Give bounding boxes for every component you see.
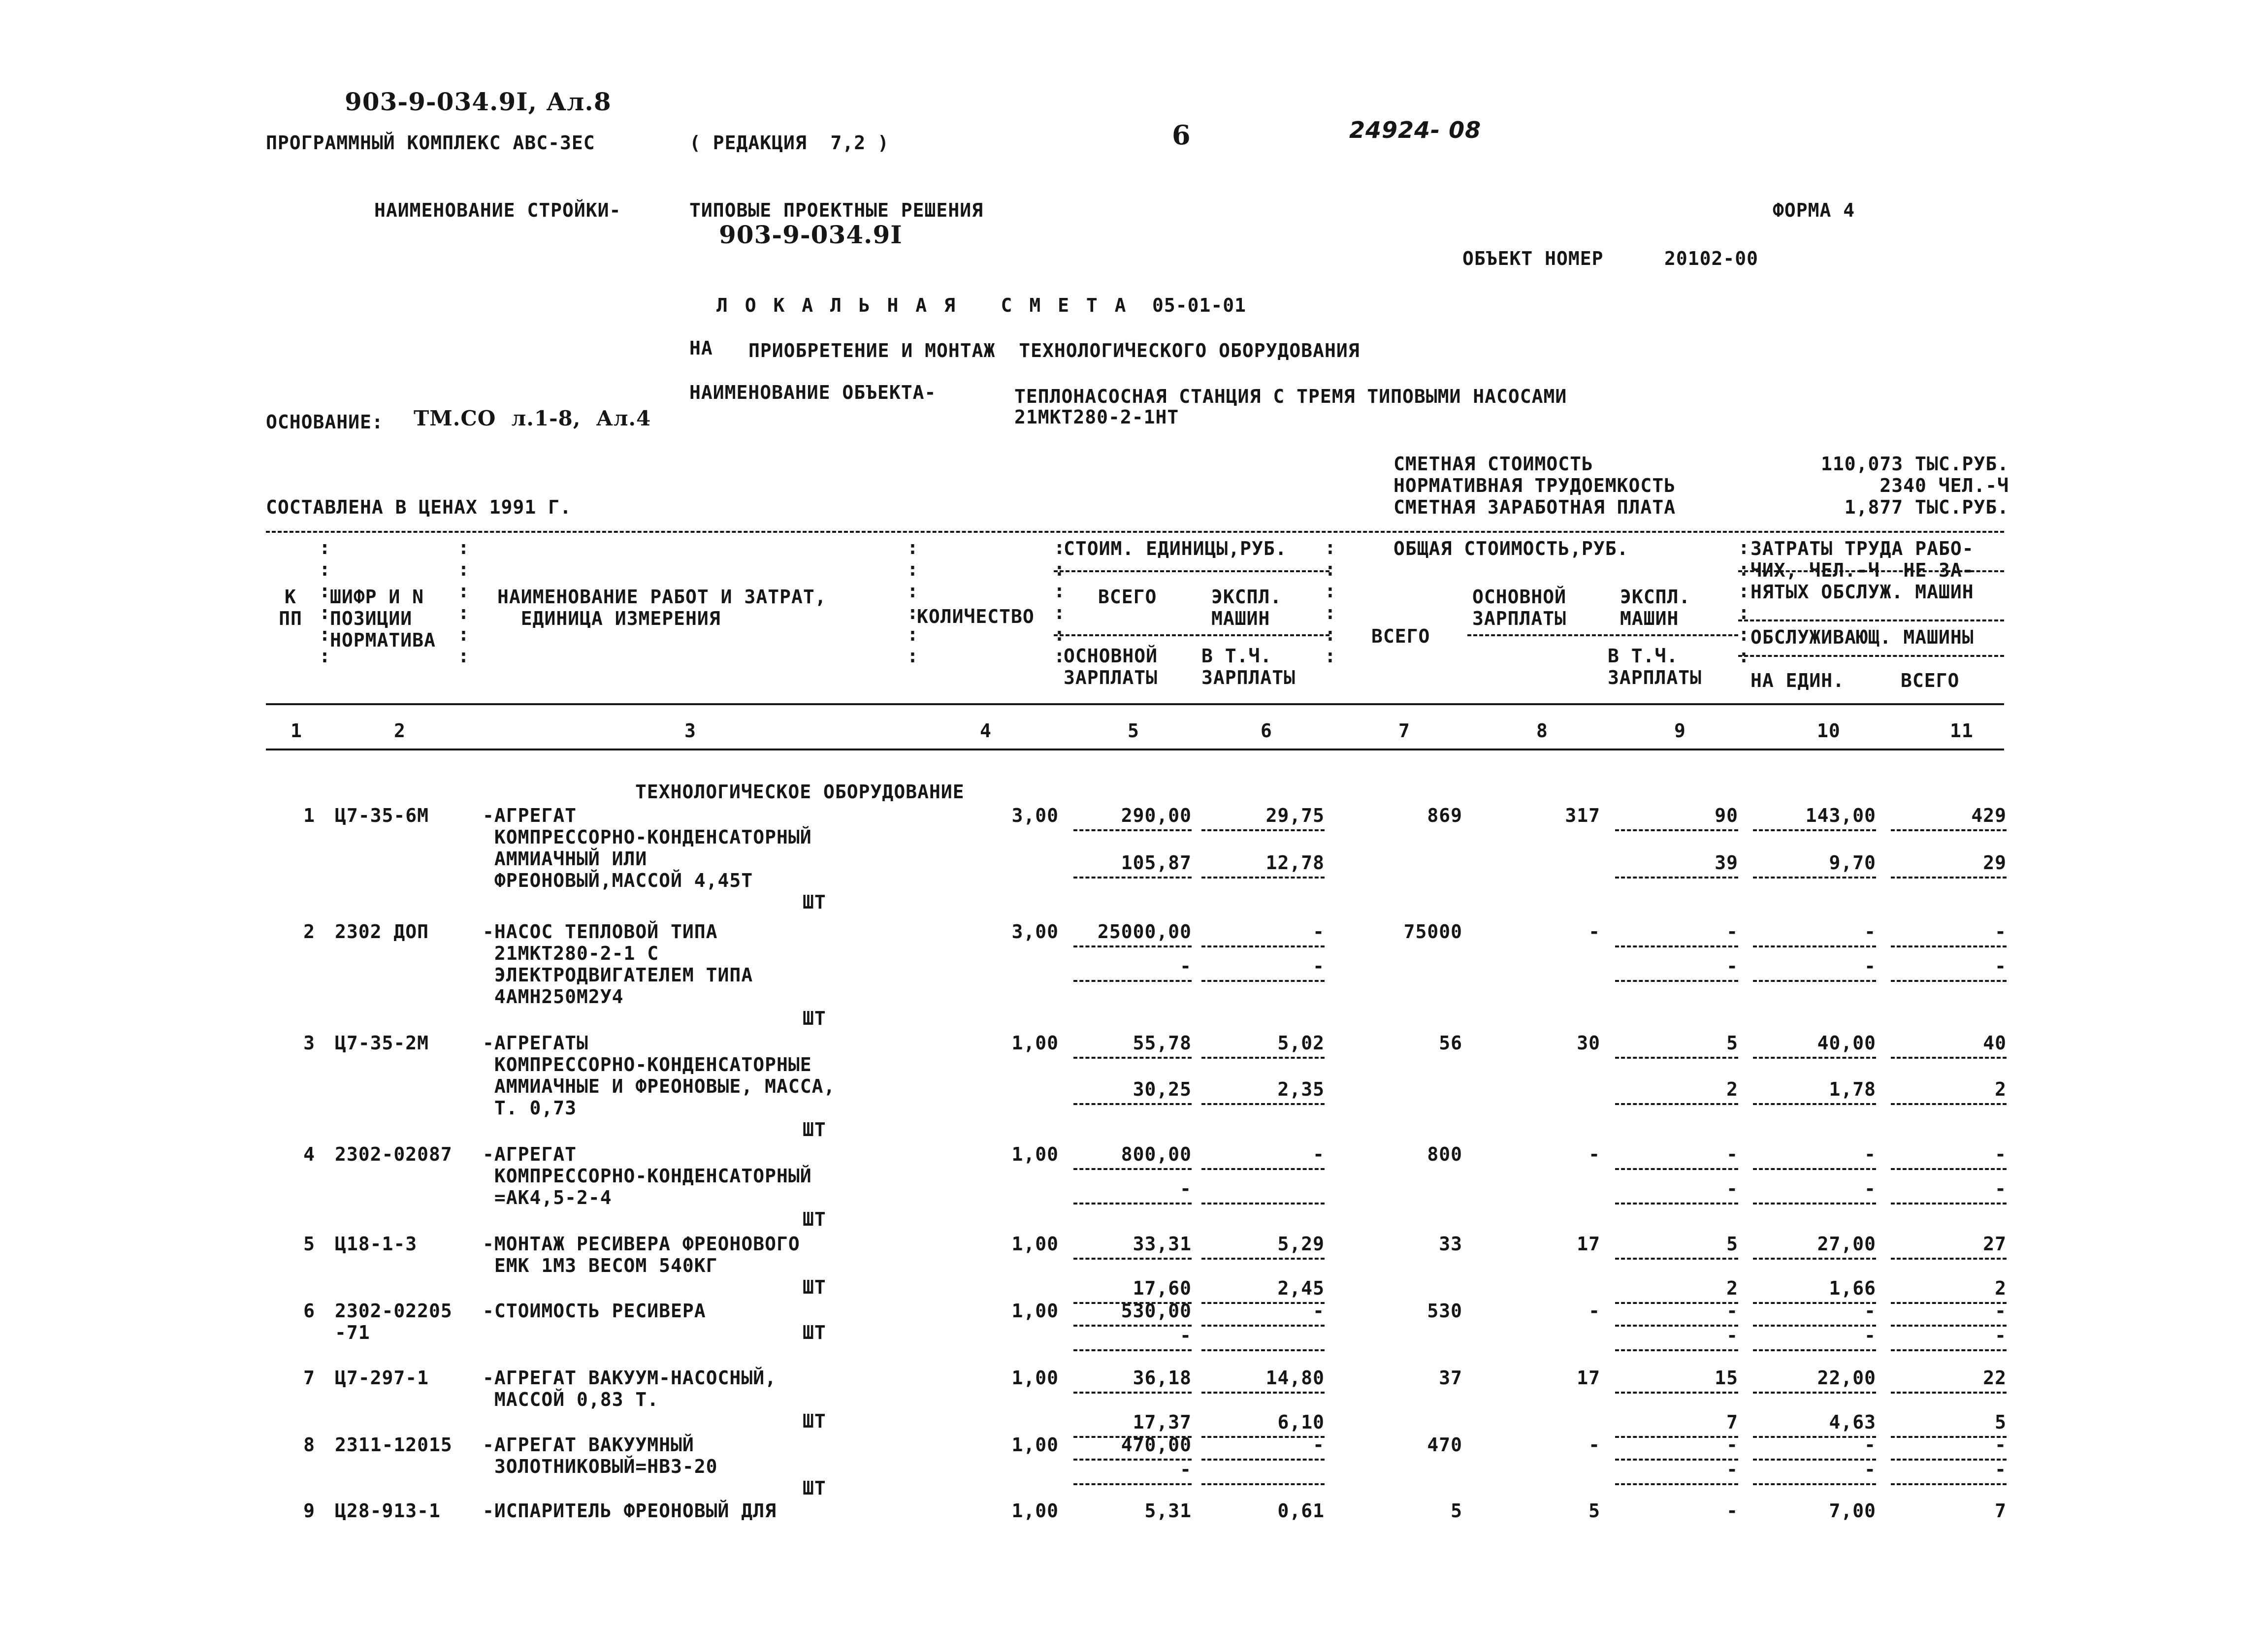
th-total-all: ВСЕГО bbox=[1371, 625, 1430, 647]
rule-labor-b bbox=[1738, 655, 2004, 657]
row-underline-2 bbox=[1615, 877, 1738, 879]
row-c10: - bbox=[1864, 1143, 1876, 1165]
row-code: 2302-02205 -71 bbox=[335, 1300, 453, 1343]
row-code: 2311-12015 bbox=[335, 1434, 453, 1456]
row-underline-2 bbox=[1073, 1483, 1192, 1485]
th-total-base: ОСНОВНОЙ ЗАРПЛАТЫ bbox=[1472, 586, 1567, 629]
row-c10: 27,00 bbox=[1817, 1233, 1876, 1255]
document-code: 903-9-034.9I, Ал.8 bbox=[345, 87, 612, 116]
row-number: 2 bbox=[303, 921, 315, 943]
colsep-2: : : : : : : bbox=[458, 537, 470, 667]
colsep-1: : : : : : : bbox=[319, 537, 331, 667]
row-unit: ШТ bbox=[803, 1008, 826, 1029]
row-underline bbox=[1615, 829, 1738, 831]
row-c5: 800,00 bbox=[1121, 1143, 1192, 1165]
row-c10: 7,00 bbox=[1829, 1500, 1876, 1522]
edition: ( РЕДАКЦИЯ 7,2 ) bbox=[689, 132, 889, 154]
row-c6: 0,61 bbox=[1277, 1500, 1325, 1522]
row-code: Ц7-35-6М bbox=[335, 805, 429, 826]
prices-basis: СОСТАВЛЕНА В ЦЕНАХ 1991 Г. bbox=[266, 496, 572, 518]
row-unit: ШТ bbox=[803, 1410, 826, 1432]
column-number-1: 1 bbox=[291, 720, 302, 742]
row-underline bbox=[1201, 1459, 1325, 1461]
row-underline-2 bbox=[1891, 1483, 2007, 1485]
summary-value-cost: 110,073 ТЫС.РУБ. bbox=[1820, 453, 2009, 475]
row-underline bbox=[1073, 1258, 1192, 1260]
column-number-4: 4 bbox=[980, 720, 992, 742]
row-c10b: 9,70 bbox=[1829, 852, 1876, 874]
row-c9: - bbox=[1726, 1500, 1738, 1522]
row-underline-2 bbox=[1201, 1483, 1325, 1485]
row-c7: 470 bbox=[1427, 1434, 1462, 1456]
row-underline bbox=[1891, 829, 2007, 831]
row-c6: 5,02 bbox=[1277, 1032, 1325, 1054]
row-underline bbox=[1615, 1392, 1738, 1394]
rule-labor-a bbox=[1738, 619, 2004, 621]
row-underline bbox=[1615, 1168, 1738, 1170]
row-c10: 40,00 bbox=[1817, 1032, 1876, 1054]
row-unit: ШТ bbox=[803, 1276, 826, 1298]
row-underline-2 bbox=[1073, 980, 1192, 982]
th-quantity: КОЛИЧЕСТВО bbox=[917, 606, 1035, 627]
row-c10b: - bbox=[1864, 1459, 1876, 1480]
row-c7: 5 bbox=[1451, 1500, 1462, 1522]
section-title: ТЕХНОЛОГИЧЕСКОЕ ОБОРУДОВАНИЕ bbox=[635, 781, 965, 803]
row-c10: - bbox=[1864, 921, 1876, 943]
row-underline bbox=[1201, 1168, 1325, 1170]
row-c9: - bbox=[1726, 1300, 1738, 1322]
row-description: -АГРЕГАТ КОМПРЕССОРНО-КОНДЕНСАТОРНЫЙ АММИАЧНЫЙ ИЛИ ФРЕОНОВЫЙ,МАССОЙ 4,45Т bbox=[483, 805, 812, 891]
row-c11b: - bbox=[1995, 1325, 2007, 1346]
row-underline bbox=[1753, 1168, 1876, 1170]
row-c6b: 6,10 bbox=[1277, 1411, 1325, 1433]
row-c11: - bbox=[1995, 1300, 2007, 1322]
row-unit: ШТ bbox=[803, 1322, 826, 1343]
row-c5: 290,00 bbox=[1121, 805, 1192, 826]
th-labor: ЗАТРАТЫ ТРУДА РАБО- ЧИХ, ЧЕЛ.-Ч НЕ ЗА- НЯТЫХ ОБСЛУЖ. МАШИН bbox=[1750, 538, 1974, 603]
row-c8: 5 bbox=[1588, 1500, 1600, 1522]
row-description: -АГРЕГАТЫ КОМПРЕССОРНО-КОНДЕНСАТОРНЫЕ АММИАЧНЫЕ И ФРЕОНОВЫЕ, МАССА, Т. 0,73 bbox=[483, 1032, 836, 1119]
row-underline bbox=[1891, 1057, 2007, 1059]
summary-value-labor: 2340 ЧЕЛ.-Ч bbox=[1879, 475, 2009, 496]
row-c11: - bbox=[1995, 1434, 2007, 1456]
row-code: 2302 ДОП bbox=[335, 921, 429, 943]
row-underline bbox=[1073, 1392, 1192, 1394]
column-number-6: 6 bbox=[1261, 720, 1272, 742]
row-c8: 17 bbox=[1577, 1233, 1600, 1255]
page-number: 6 bbox=[1172, 119, 1191, 151]
row-c11b: - bbox=[1995, 955, 2007, 977]
row-qty: 1,00 bbox=[1011, 1434, 1059, 1456]
row-c5: 530,00 bbox=[1121, 1300, 1192, 1322]
row-unit: ШТ bbox=[803, 1477, 826, 1499]
estimate-subtitle: ПРИОБРЕТЕНИЕ И МОНТАЖ ТЕХНОЛОГИЧЕСКОГО ОБОРУДОВАНИЯ bbox=[748, 340, 1360, 361]
row-underline-2 bbox=[1073, 1203, 1192, 1205]
row-c5: 55,78 bbox=[1133, 1032, 1192, 1054]
row-underline bbox=[1753, 829, 1876, 831]
column-number-7: 7 bbox=[1398, 720, 1410, 742]
row-c11: 27 bbox=[1983, 1233, 2007, 1255]
row-c6b: 2,45 bbox=[1277, 1277, 1325, 1299]
construction-label: НАИМЕНОВАНИЕ СТРОЙКИ- bbox=[374, 199, 621, 221]
row-underline-2 bbox=[1615, 1203, 1738, 1205]
row-c5b: 17,60 bbox=[1133, 1277, 1192, 1299]
estimate-number: 05-01-01 bbox=[1152, 294, 1247, 316]
row-c6: 5,29 bbox=[1277, 1233, 1325, 1255]
row-underline-2 bbox=[1891, 980, 2007, 982]
program-name: ПРОГРАММНЫЙ КОМПЛЕКС АВС-3ЕС bbox=[266, 132, 595, 154]
row-c9: - bbox=[1726, 1434, 1738, 1456]
row-c8: - bbox=[1588, 1143, 1600, 1165]
row-c9: 90 bbox=[1715, 805, 1738, 826]
row-underline bbox=[1073, 829, 1192, 831]
row-description: -АГРЕГАТ ВАКУУМНЫЙ ЗОЛОТНИКОВЫЙ=НВЗ-20 bbox=[483, 1434, 718, 1477]
column-number-3: 3 bbox=[684, 720, 696, 742]
th-unit-cost: СТОИМ. ЕДИНИЦЫ,РУБ. bbox=[1064, 538, 1287, 559]
row-underline-2 bbox=[1201, 1203, 1325, 1205]
row-underline bbox=[1615, 945, 1738, 947]
row-underline-2 bbox=[1753, 1103, 1876, 1105]
row-underline bbox=[1201, 1325, 1325, 1327]
table-top-rule bbox=[266, 531, 2004, 533]
row-description: -НАСОС ТЕПЛОВОЙ ТИПА 21МКТ280-2-1 С ЭЛЕКТРОДВИГАТЕЛЕМ ТИПА 4АМН250М2У4 bbox=[483, 921, 753, 1008]
th-total-incl: В Т.Ч. ЗАРПЛАТЫ bbox=[1608, 645, 1702, 688]
th-unit-expl: ЭКСПЛ. МАШИН bbox=[1211, 586, 1282, 629]
row-c9: 5 bbox=[1726, 1032, 1738, 1054]
row-c7: 869 bbox=[1427, 805, 1462, 826]
row-c11b: - bbox=[1995, 1459, 2007, 1480]
row-underline-2 bbox=[1753, 1203, 1876, 1205]
row-code: 2302-02087 bbox=[335, 1143, 453, 1165]
estimate-title: Л О К А Л Ь Н А Я С М Е Т А bbox=[716, 294, 1129, 316]
row-c11: 429 bbox=[1971, 805, 2007, 826]
row-c6b: - bbox=[1313, 955, 1325, 977]
column-number-5: 5 bbox=[1128, 720, 1139, 742]
row-unit: ШТ bbox=[803, 891, 826, 913]
row-c6: 14,80 bbox=[1265, 1367, 1325, 1389]
column-number-8: 8 bbox=[1536, 720, 1548, 742]
object-name-label: НАИМЕНОВАНИЕ ОБЪЕКТА- bbox=[689, 382, 937, 403]
row-underline bbox=[1753, 1057, 1876, 1059]
row-c9b: - bbox=[1726, 1178, 1738, 1200]
row-number: 9 bbox=[303, 1500, 315, 1522]
row-underline-2 bbox=[1073, 1349, 1192, 1351]
row-underline bbox=[1201, 1258, 1325, 1260]
row-number: 1 bbox=[303, 805, 315, 826]
column-number-11: 11 bbox=[1950, 720, 1974, 742]
basis-value: ТМ.СО л.1-8, Ал.4 bbox=[414, 406, 651, 430]
object-name-line1: ТЕПЛОНАСОСНАЯ СТАНЦИЯ С ТРЕМЯ ТИПОВЫМИ НАСОСАМИ bbox=[1014, 386, 1567, 407]
rule-total-sub bbox=[1467, 634, 1738, 636]
row-underline-2 bbox=[1753, 877, 1876, 879]
row-underline bbox=[1201, 945, 1325, 947]
row-c9b: 39 bbox=[1715, 852, 1738, 874]
row-c5: 25000,00 bbox=[1097, 921, 1192, 943]
row-underline bbox=[1073, 1168, 1192, 1170]
row-c10: - bbox=[1864, 1300, 1876, 1322]
row-qty: 1,00 bbox=[1011, 1300, 1059, 1322]
row-qty: 1,00 bbox=[1011, 1032, 1059, 1054]
row-c11: 7 bbox=[1995, 1500, 2007, 1522]
row-underline-2 bbox=[1201, 1349, 1325, 1351]
row-c6: - bbox=[1313, 1434, 1325, 1456]
row-qty: 1,00 bbox=[1011, 1143, 1059, 1165]
row-number: 5 bbox=[303, 1233, 315, 1255]
summary-label-wage: СМЕТНАЯ ЗАРАБОТНАЯ ПЛАТА bbox=[1393, 496, 1676, 518]
row-c7: 800 bbox=[1427, 1143, 1462, 1165]
row-underline bbox=[1073, 1057, 1192, 1059]
form-label: ФОРМА 4 bbox=[1773, 199, 1855, 221]
colsep-4: : : : : : : bbox=[1054, 537, 1066, 667]
colsep-3: : : : : : : bbox=[907, 537, 919, 667]
row-underline-2 bbox=[1753, 980, 1876, 982]
row-underline-2 bbox=[1615, 980, 1738, 982]
rule-unit-cost bbox=[1054, 570, 1329, 572]
th-code: ШИФР И N ПОЗИЦИИ НОРМАТИВА bbox=[330, 586, 436, 651]
row-underline bbox=[1201, 1057, 1325, 1059]
row-underline-2 bbox=[1201, 980, 1325, 982]
row-c10b: - bbox=[1864, 1325, 1876, 1346]
row-c10b: - bbox=[1864, 1178, 1876, 1200]
row-c10b: 1,78 bbox=[1829, 1078, 1876, 1100]
row-c10b: 1,66 bbox=[1829, 1277, 1876, 1299]
row-description: -АГРЕГАТ ВАКУУМ-НАСОСНЫЙ, МАССОЙ 0,83 Т. bbox=[483, 1367, 777, 1410]
row-code: Ц18-1-3 bbox=[335, 1233, 418, 1255]
row-underline-2 bbox=[1615, 1483, 1738, 1485]
row-underline bbox=[1615, 1057, 1738, 1059]
row-c6: - bbox=[1313, 1143, 1325, 1165]
row-c6: - bbox=[1313, 921, 1325, 943]
row-description: -ИСПАРИТЕЛЬ ФРЕОНОВЫЙ ДЛЯ bbox=[483, 1500, 777, 1522]
row-c5: 36,18 bbox=[1133, 1367, 1192, 1389]
row-c8: - bbox=[1588, 1434, 1600, 1456]
construction-code: 903-9-034.9I bbox=[719, 220, 903, 249]
row-description: -СТОИМОСТЬ РЕСИВЕРА bbox=[483, 1300, 706, 1322]
row-c11b: - bbox=[1995, 1178, 2007, 1200]
row-c6: - bbox=[1313, 1300, 1325, 1322]
row-c10: 22,00 bbox=[1817, 1367, 1876, 1389]
row-c11b: 29 bbox=[1983, 852, 2007, 874]
column-number-2: 2 bbox=[394, 720, 406, 742]
row-c7: 530 bbox=[1427, 1300, 1462, 1322]
row-underline-2 bbox=[1201, 1103, 1325, 1105]
object-number: 20102-00 bbox=[1664, 248, 1759, 269]
row-qty: 3,00 bbox=[1011, 921, 1059, 943]
row-c5: 33,31 bbox=[1133, 1233, 1192, 1255]
row-description: -АГРЕГАТ КОМПРЕССОРНО-КОНДЕНСАТОРНЫЙ =АК4,5-2-4 bbox=[483, 1143, 812, 1208]
table-number-rule bbox=[266, 749, 2004, 750]
th-labor-sub: ОБСЛУЖИВАЮЩ. МАШИНЫ bbox=[1750, 626, 1974, 648]
row-underline-2 bbox=[1615, 1349, 1738, 1351]
rule-unit-sub bbox=[1054, 634, 1329, 636]
row-c10: 143,00 bbox=[1805, 805, 1876, 826]
column-number-10: 10 bbox=[1817, 720, 1841, 742]
row-description: -МОНТАЖ РЕСИВЕРА ФРЕОНОВОГО ЕМК 1М3 ВЕСОМ 540КГ bbox=[483, 1233, 800, 1276]
row-c11b: 2 bbox=[1995, 1277, 2007, 1299]
row-c8: 30 bbox=[1577, 1032, 1600, 1054]
row-c7: 33 bbox=[1439, 1233, 1462, 1255]
row-c11: - bbox=[1995, 1143, 2007, 1165]
subtitle-prefix: НА bbox=[689, 337, 713, 359]
row-unit: ШТ bbox=[803, 1119, 826, 1140]
row-code: Ц28-913-1 bbox=[335, 1500, 441, 1522]
row-c5b: 105,87 bbox=[1121, 852, 1192, 874]
row-c11b: 2 bbox=[1995, 1078, 2007, 1100]
row-underline-2 bbox=[1891, 1103, 2007, 1105]
row-underline-2 bbox=[1073, 1103, 1192, 1105]
object-label: ОБЪЕКТ НОМЕР bbox=[1462, 248, 1604, 269]
row-c11: 22 bbox=[1983, 1367, 2007, 1389]
row-c8: 317 bbox=[1565, 805, 1600, 826]
th-unit-total: ВСЕГО bbox=[1098, 586, 1157, 608]
row-c10b: 4,63 bbox=[1829, 1411, 1876, 1433]
row-c5: 5,31 bbox=[1144, 1500, 1192, 1522]
row-underline bbox=[1201, 829, 1325, 831]
th-labor-unit: НА ЕДИН. bbox=[1750, 670, 1845, 691]
row-number: 8 bbox=[303, 1434, 315, 1456]
row-c5b: - bbox=[1180, 1178, 1192, 1200]
row-c7: 75000 bbox=[1403, 921, 1462, 943]
row-underline bbox=[1891, 1392, 2007, 1394]
row-c5b: - bbox=[1180, 1325, 1192, 1346]
row-unit: ШТ bbox=[803, 1208, 826, 1230]
row-c10b: - bbox=[1864, 955, 1876, 977]
th-unit-base: ОСНОВНОЙ ЗАРПЛАТЫ bbox=[1064, 645, 1158, 688]
column-number-9: 9 bbox=[1674, 720, 1686, 742]
row-underline-2 bbox=[1891, 1203, 2007, 1205]
row-underline bbox=[1891, 1168, 2007, 1170]
row-c7: 37 bbox=[1439, 1367, 1462, 1389]
row-underline bbox=[1615, 1258, 1738, 1260]
row-c9: 15 bbox=[1715, 1367, 1738, 1389]
row-number: 6 bbox=[303, 1300, 315, 1322]
th-pp: К ПП bbox=[279, 586, 302, 629]
row-c5b: - bbox=[1180, 1459, 1192, 1480]
summary-label-labor: НОРМАТИВНАЯ ТРУДОЕМКОСТЬ bbox=[1393, 475, 1676, 496]
row-underline bbox=[1201, 1392, 1325, 1394]
th-name: НАИМЕНОВАНИЕ РАБОТ И ЗАТРАТ, ЕДИНИЦА ИЗМЕРЕНИЯ bbox=[497, 586, 827, 629]
row-c8: - bbox=[1588, 921, 1600, 943]
row-underline bbox=[1891, 945, 2007, 947]
row-underline bbox=[1753, 945, 1876, 947]
row-underline-2 bbox=[1891, 877, 2007, 879]
row-c6b: 2,35 bbox=[1277, 1078, 1325, 1100]
th-total-expl: ЭКСПЛ. МАШИН bbox=[1620, 586, 1691, 629]
row-qty: 1,00 bbox=[1011, 1500, 1059, 1522]
row-c5: 470,00 bbox=[1121, 1434, 1192, 1456]
colsep-6: : : : : : : bbox=[1325, 537, 1336, 667]
row-underline bbox=[1753, 1392, 1876, 1394]
row-c9: - bbox=[1726, 921, 1738, 943]
row-qty: 3,00 bbox=[1011, 805, 1059, 826]
colsep-9: : : : : : : bbox=[1738, 537, 1750, 667]
construction-value: ТИПОВЫЕ ПРОЕКТНЫЕ РЕШЕНИЯ bbox=[689, 199, 983, 221]
row-qty: 1,00 bbox=[1011, 1367, 1059, 1389]
row-c7: 56 bbox=[1439, 1032, 1462, 1054]
row-c11b: 5 bbox=[1995, 1411, 2007, 1433]
th-unit-incl: В Т.Ч. ЗАРПЛАТЫ bbox=[1201, 645, 1296, 688]
row-number: 4 bbox=[303, 1143, 315, 1165]
row-underline-2 bbox=[1201, 877, 1325, 879]
row-c9b: - bbox=[1726, 955, 1738, 977]
row-c5b: 17,37 bbox=[1133, 1411, 1192, 1433]
row-underline-2 bbox=[1753, 1349, 1876, 1351]
row-c11: - bbox=[1995, 921, 2007, 943]
row-underline bbox=[1753, 1258, 1876, 1260]
row-underline-2 bbox=[1753, 1483, 1876, 1485]
handwritten-number: 24924- 08 bbox=[1349, 117, 1482, 143]
th-labor-total: ВСЕГО bbox=[1901, 670, 1960, 691]
row-c9b: 2 bbox=[1726, 1078, 1738, 1100]
row-underline bbox=[1891, 1258, 2007, 1260]
row-c8: - bbox=[1588, 1300, 1600, 1322]
row-c10: - bbox=[1864, 1434, 1876, 1456]
row-c6: 29,75 bbox=[1265, 805, 1325, 826]
row-underline-2 bbox=[1615, 1103, 1738, 1105]
row-c5b: 30,25 bbox=[1133, 1078, 1192, 1100]
row-code: Ц7-35-2М bbox=[335, 1032, 429, 1054]
summary-value-wage: 1,877 ТЫС.РУБ. bbox=[1844, 496, 2009, 518]
row-number: 7 bbox=[303, 1367, 315, 1389]
row-underline bbox=[1073, 945, 1192, 947]
row-code: Ц7-297-1 bbox=[335, 1367, 429, 1389]
row-c9b: 7 bbox=[1726, 1411, 1738, 1433]
row-c8: 17 bbox=[1577, 1367, 1600, 1389]
row-c5b: - bbox=[1180, 955, 1192, 977]
row-number: 3 bbox=[303, 1032, 315, 1054]
row-c6b: 12,78 bbox=[1265, 852, 1325, 874]
row-underline-2 bbox=[1891, 1349, 2007, 1351]
row-underline-2 bbox=[1073, 877, 1192, 879]
table-header-rule bbox=[266, 703, 2004, 705]
row-c9b: - bbox=[1726, 1325, 1738, 1346]
row-qty: 1,00 bbox=[1011, 1233, 1059, 1255]
row-c11: 40 bbox=[1983, 1032, 2007, 1054]
row-c9: 5 bbox=[1726, 1233, 1738, 1255]
row-c9: - bbox=[1726, 1143, 1738, 1165]
summary-label-cost: СМЕТНАЯ СТОИМОСТЬ bbox=[1393, 453, 1593, 475]
row-c9b: 2 bbox=[1726, 1277, 1738, 1299]
basis-label: ОСНОВАНИЕ: bbox=[266, 411, 384, 433]
object-name-line2: 21МКТ280-2-1НТ bbox=[1014, 406, 1179, 428]
th-total-cost: ОБЩАЯ СТОИМОСТЬ,РУБ. bbox=[1393, 538, 1629, 559]
row-c9b: - bbox=[1726, 1459, 1738, 1480]
